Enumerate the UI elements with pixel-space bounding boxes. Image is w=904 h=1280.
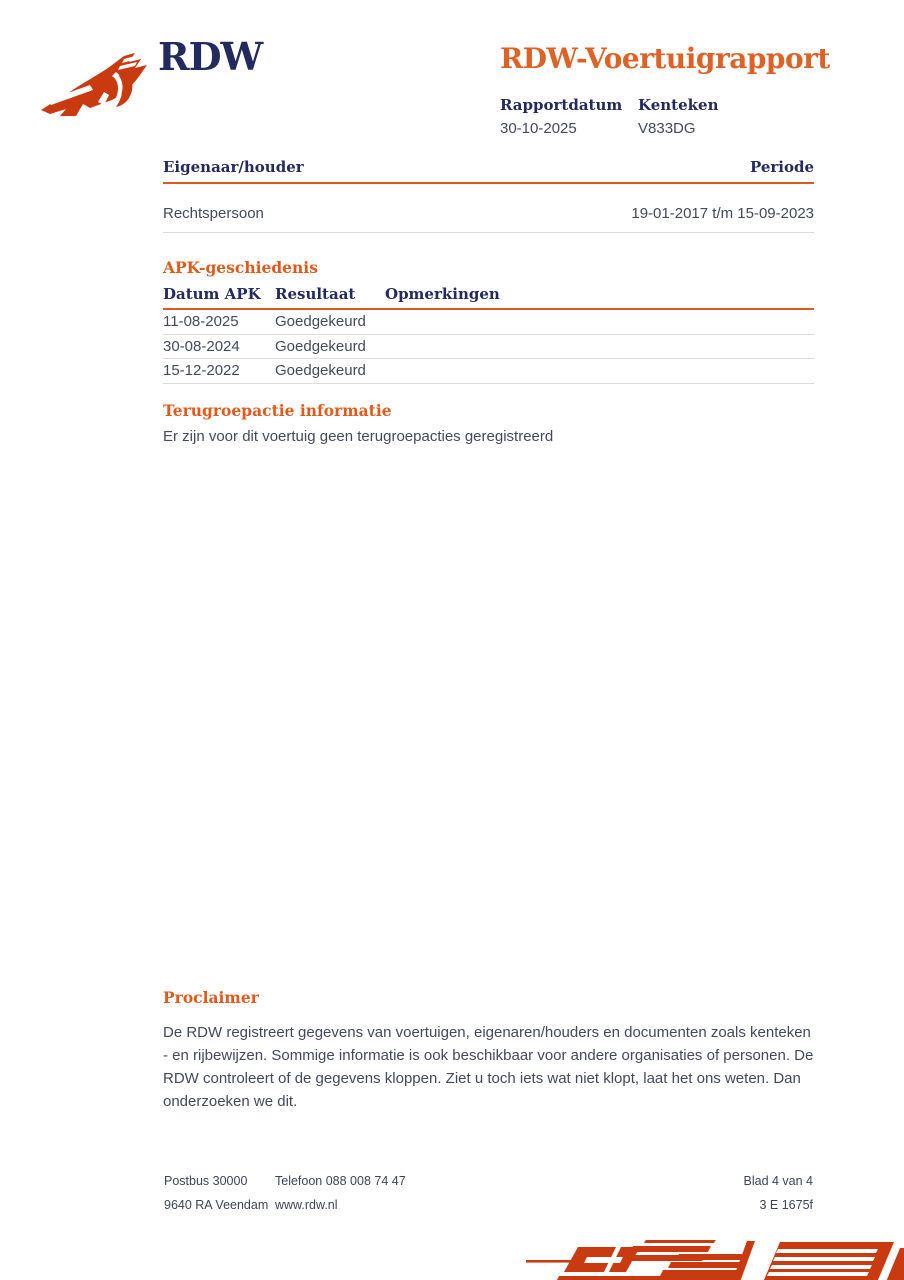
cell-datum: 11-08-2025 [163,313,239,330]
rdw-logo-text: RDW [158,34,263,79]
table-row [163,335,814,360]
footer-page-info [744,1169,814,1217]
license-plate-value: V833DG [638,120,696,137]
speed-stripes-graphic [526,1240,904,1280]
report-date-value: 30-10-2025 [500,120,577,137]
footer-address [164,1169,268,1217]
footer-contact [275,1169,406,1217]
footer-form-code: 3 E 1675f [759,1198,813,1212]
report-meta [500,96,776,137]
column-header-opmerkingen: Opmerkingen [385,285,500,303]
proclaimer-heading: Proclaimer [163,988,259,1007]
report-date-label: Rapportdatum [500,96,623,114]
cell-opmerkingen [385,338,814,355]
period-heading: Periode [749,158,814,176]
license-plate-block [638,96,776,137]
owner-heading: Eigenaar/houder [163,158,304,176]
footer-address-line1: Postbus 30000 [164,1174,248,1188]
footer-address-line2: 9640 RA Veendam [164,1198,269,1212]
owner-value: Rechtspersoon [163,205,264,222]
table-row [163,310,814,335]
owner-row [163,205,814,233]
footer-website: www.rdw.nl [275,1198,338,1212]
owner-section [163,158,814,233]
report-date-block [500,96,638,137]
apk-history-section [163,258,814,384]
footer-phone: Telefoon 088 008 74 47 [275,1174,406,1188]
apk-table-header [163,285,814,310]
column-header-resultaat: Resultaat [275,285,356,303]
page-title: RDW-Voertuigrapport [500,42,830,75]
license-plate-label: Kenteken [638,96,719,114]
recall-heading: Terugroepactie informatie [163,401,392,420]
cell-opmerkingen [385,362,814,379]
rdw-flag-icon [38,50,152,118]
proclaimer-text: De RDW registreert gegevens van voertuigen, eigenaren/houders en documenten zoals kenteken - en rijbewijzen. Sommige informatie is ook beschikbaar voor andere organisaties of personen. De RDW controleert of de gegevens kloppen. Ziet u toch iets wat niet klopt, laat het ons weten. Dan onderzoeken we dit. [163,1024,814,1110]
proclaimer-section [163,988,817,1113]
cell-datum: 15-12-2022 [163,362,240,379]
cell-resultaat: Goedgekeurd [275,313,366,330]
cell-resultaat: Goedgekeurd [275,362,366,379]
recall-section [163,401,814,445]
table-row [163,359,814,384]
cell-opmerkingen [385,313,814,330]
cell-resultaat: Goedgekeurd [275,337,366,355]
cell-datum: 30-08-2024 [163,337,240,355]
apk-history-heading: APK-geschiedenis [163,258,318,277]
footer-page-number: Blad 4 van 4 [743,1174,813,1188]
recall-text: Er zijn voor dit voertuig geen terugroepacties geregistreerd [163,428,554,445]
period-value: 19-01-2017 t/m 15-09-2023 [631,205,814,222]
column-header-datum: Datum APK [163,285,261,303]
